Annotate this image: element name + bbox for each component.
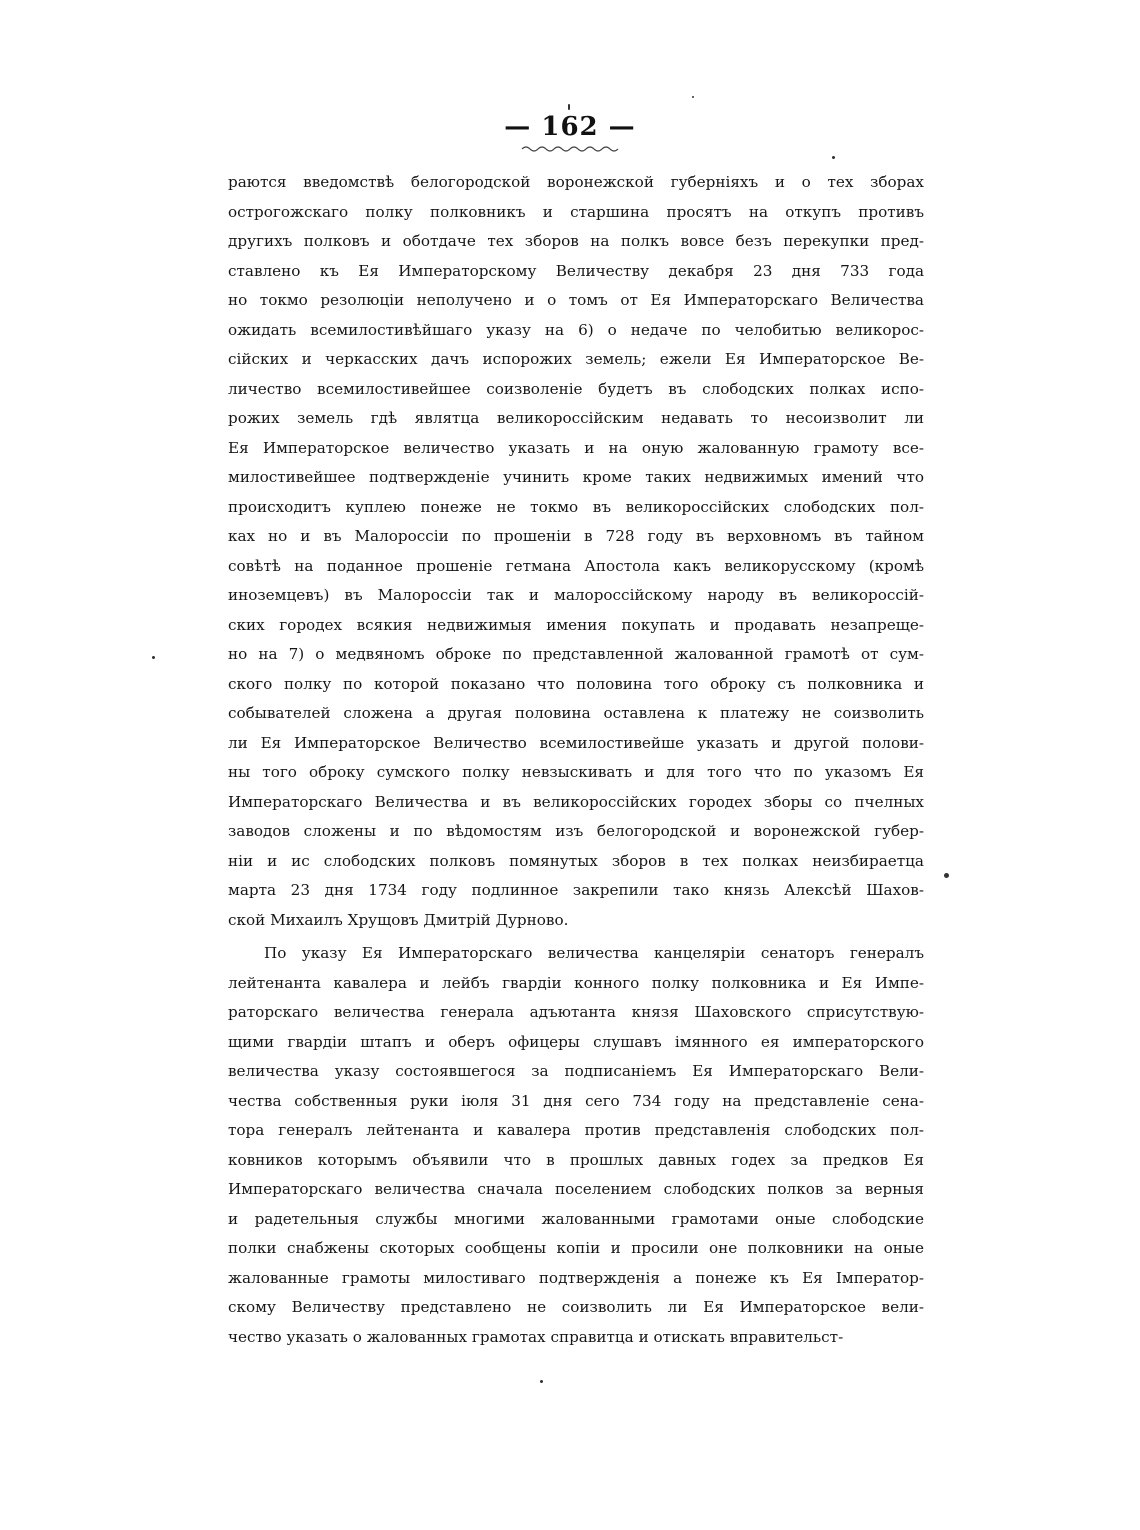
- text-line: ны того оброку сумского полку невзыскивать и для того что по указомъ Ея: [228, 763, 924, 781]
- header-ornament: [520, 144, 620, 154]
- text-line: ставлено къ Ея Императорскому Величеству декабря 23 дня 733 года: [228, 261, 924, 280]
- page-number: — 162 —: [504, 112, 636, 142]
- text-line: Императорскаго Величества и въ великороссійских городех зборы со пчелных: [228, 792, 924, 811]
- text-line: совѣтѣ на поданное прошеніе гетмана Апостола какъ великорусскому (кромѣ: [228, 556, 924, 575]
- text-line: чества собственныя руки іюля 31 дня сего 734 году на представленіе сена-: [228, 1091, 924, 1110]
- text-line: ках но и въ Малороссіи по прошеніи в 728 году въ верховномъ въ тайном: [228, 527, 924, 545]
- text-line: заводов сложены и по вѣдомостям изъ белогородской и воронежской губер-: [228, 822, 924, 840]
- text-line: тора генералъ лейтенанта и кавалера против представленія слободских пол-: [228, 1121, 924, 1139]
- page-header: [0, 112, 1140, 154]
- text-line: ского полку по которой показано что половина того оброку съ полковника и: [228, 674, 924, 693]
- text-line: личество всемилостивейшее соизволеніе будетъ въ слободских полках испо-: [228, 379, 924, 398]
- text-line: величества указу состоявшегося за подписаніемъ Ея Императорскаго Вели-: [228, 1062, 924, 1080]
- text-line: иноземцевъ) въ Малороссіи так и малороссійскому народу въ великороссій-: [228, 586, 924, 604]
- text-line: жалованные грамоты милостиваго подтвержденія а понеже къ Ея Імператор-: [228, 1268, 924, 1287]
- text-line: Ея Императорское величество указать и на оную жалованную грамоту все-: [228, 438, 924, 457]
- text-line: ских городех всякия недвижимыя имения покупать и продавать незапреще-: [228, 615, 924, 634]
- text-line: собывателей сложена а другая половина оставлена к платежу не соизволить: [228, 704, 924, 722]
- text-line: ніи и ис слободских полковъ помянутых зборов в тех полках неизбираетца: [228, 851, 924, 870]
- text-line: щими гвардіи штапъ и оберъ офицеры слушавъ імянного ея императорского: [228, 1032, 924, 1051]
- body-text: [228, 168, 924, 1352]
- scan-speck: [152, 656, 155, 659]
- text-line: чество указать о жалованных грамотах справитца и отискать вправительст-: [228, 1327, 844, 1346]
- text-line: милостивейшее подтвержденіе учинить кроме таких недвижимых имений что: [228, 468, 924, 486]
- paragraph-2: [228, 939, 924, 1352]
- paragraph-1: [228, 168, 924, 935]
- text-line: ской Михаилъ Хрущовъ Дмитрій Дурново.: [228, 910, 569, 929]
- text-line: раторскаго величества генерала адъютанта князя Шаховского сприсутствую-: [228, 1003, 924, 1021]
- scan-speck: [540, 1380, 543, 1383]
- text-line: марта 23 дня 1734 году подлинное закрепили тако князь Алексѣй Шахов-: [228, 881, 924, 899]
- text-line: скому Величеству представлено не соизволить ли Ея Императорское вели-: [228, 1298, 924, 1316]
- text-line: происходитъ куплею понеже не токмо въ великороссійских слободских пол-: [228, 497, 924, 516]
- text-line: ожидать всемилостивѣйшаго указу на 6) о недаче по челобитью великорос-: [228, 320, 924, 339]
- text-line: лейтенанта кавалера и лейбъ гвардіи конного полку полковника и Ея Импе-: [228, 973, 924, 992]
- text-line: рожих земель гдѣ являтца великороссійским недавать то несоизволит ли: [228, 409, 924, 427]
- text-line: другихъ полковъ и оботдаче тех зборов на полкъ вовсе безъ перекупки пред-: [228, 232, 924, 250]
- text-line: полки снабжены скоторых сообщены копіи и просили оне полковники на оные: [228, 1239, 924, 1257]
- text-line: сійских и черкасских дачъ испорожих земель; ежели Ея Императорское Ве-: [228, 350, 924, 368]
- text-line: и радетельныя службы многими жалованными грамотами оные слободские: [228, 1209, 924, 1228]
- scan-speck: [692, 96, 694, 98]
- text-line: По указу Ея Императорскаго величества канцеляріи сенаторъ генералъ: [264, 944, 924, 962]
- text-line: острогожскаго полку полковникъ и старшина просятъ на откупъ противъ: [228, 202, 924, 221]
- text-line: ли Ея Императорское Величество всемилостивейше указать и другой полови-: [228, 733, 924, 752]
- text-line: раются введомствѣ белогородской воронежской губерніяхъ и о тех зборах: [228, 173, 924, 191]
- text-line: но токмо резолюціи неполучено и о томъ от Ея Императорскаго Величества: [228, 291, 924, 309]
- scan-speck: [568, 104, 570, 110]
- text-line: ковников которымъ объявили что в прошлых давных годех за предков Ея: [228, 1150, 924, 1169]
- text-line: Императорскаго величества сначала поселением слободских полков за верныя: [228, 1180, 924, 1198]
- scan-speck: [944, 873, 949, 878]
- scan-speck: [832, 156, 835, 159]
- text-line: но на 7) о медвяномъ оброке по представленной жалованной грамотѣ от сум-: [228, 645, 924, 663]
